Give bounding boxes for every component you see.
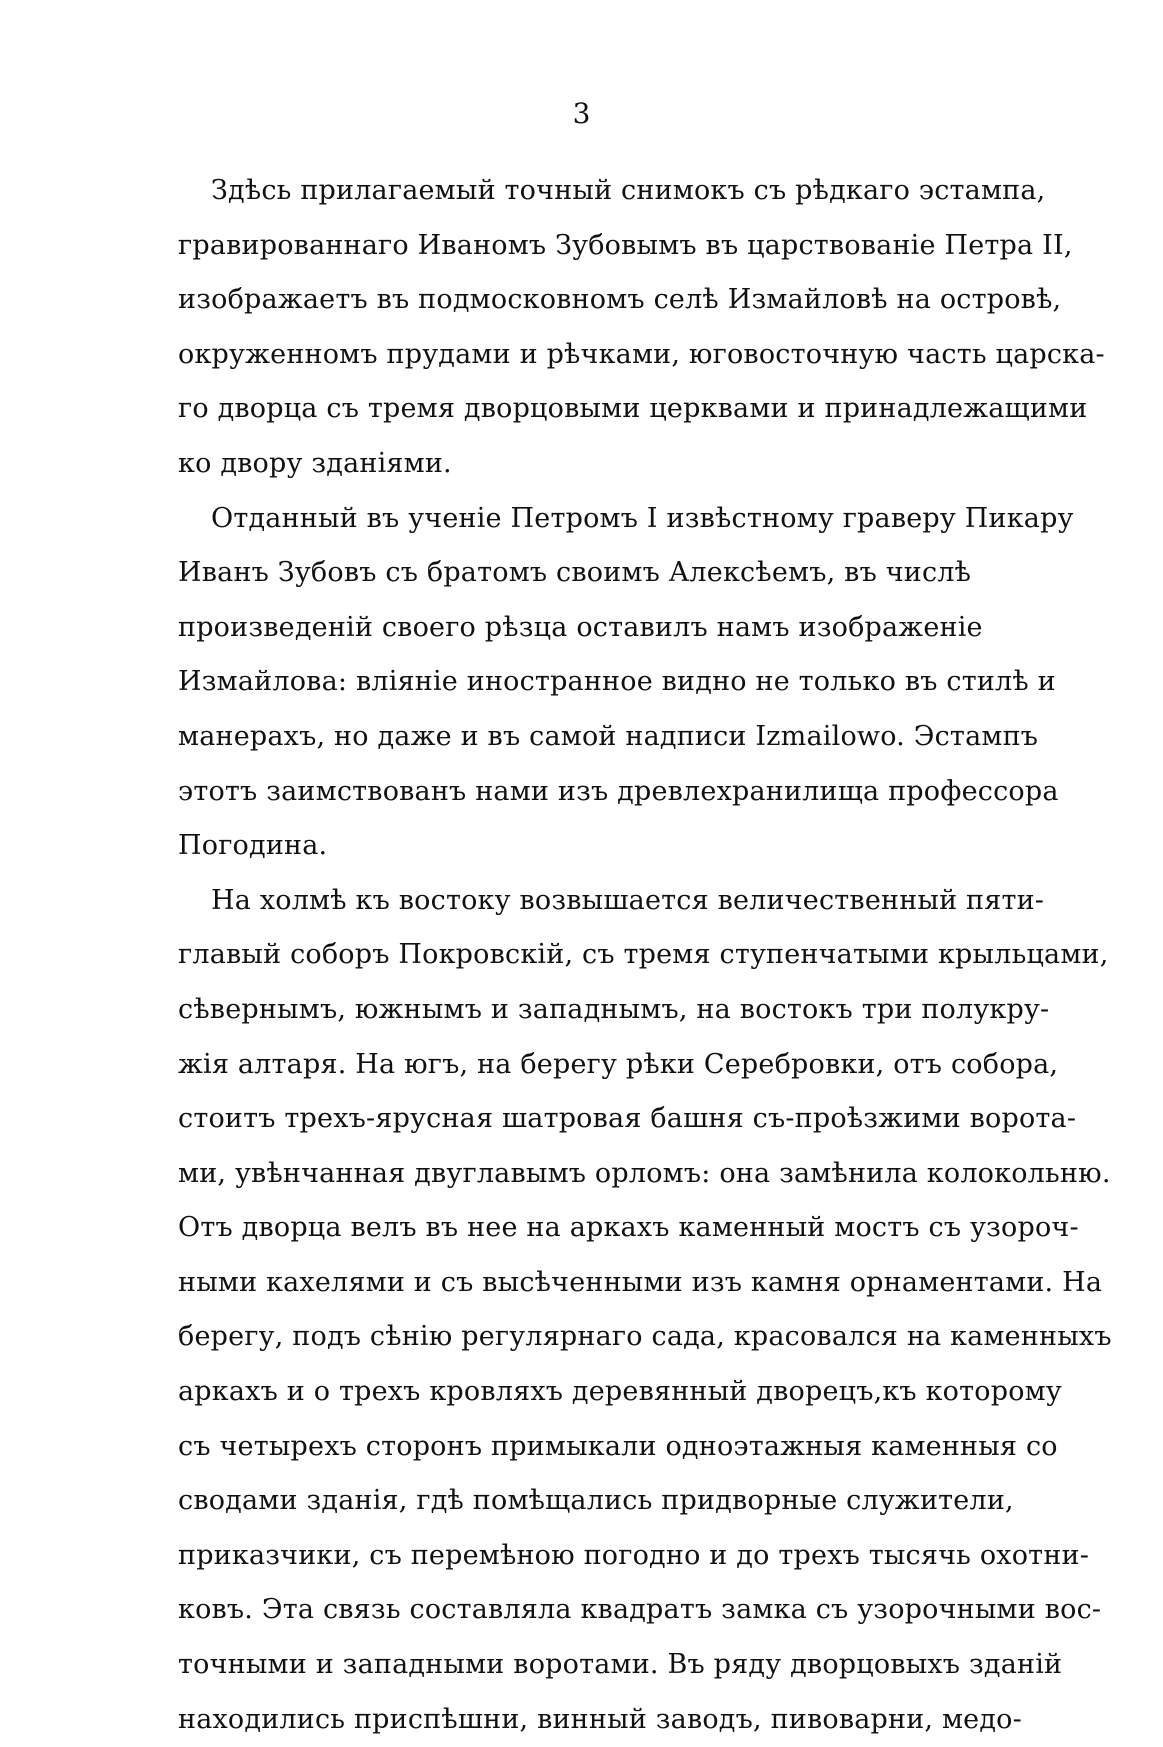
- text-line: На холмѣ къ востоку возвышается величественный пяти-: [211, 884, 1045, 916]
- paragraph-1: [178, 164, 1105, 492]
- text-line: Погодина.: [178, 830, 328, 862]
- text-line: Иванъ Зубовъ съ братомъ своимъ Алексѣемъ, въ числѣ: [178, 557, 972, 589]
- text-line: этотъ заимствованъ нами изъ древлехранилища профессора: [178, 775, 1059, 807]
- text-line: ковъ. Эта связь составляла квадратъ замка съ узорочными вос-: [178, 1594, 1102, 1626]
- text-line: произведеній своего рѣзца оставилъ намъ изображеніе: [178, 611, 983, 643]
- text-line: ными кахелями и съ высѣченными изъ камня орнаментами. На: [178, 1266, 1103, 1298]
- paragraph-3: [178, 874, 1112, 1747]
- text-line: приказчики, съ перемѣною погодно и до трехъ тысячь охотни-: [178, 1539, 1090, 1571]
- text-line: ко двору зданіями.: [178, 447, 452, 479]
- text-line: берегу, подъ сѣнію регулярнаго сада, красовался на каменныхъ: [178, 1321, 1112, 1353]
- page-number: 3: [572, 97, 591, 130]
- body-text: [178, 164, 1112, 1747]
- text-line: стоитъ трехъ-ярусная шатровая башня съ-проѣзжими ворота-: [178, 1103, 1077, 1135]
- text-line: гравированнаго Иваномъ Зубовымъ въ царствованіе Петра II,: [178, 229, 1073, 261]
- text-line: съ четырехъ сторонъ примыкали одноэтажныя каменныя со: [178, 1430, 1058, 1462]
- text-line: находились приспѣшни, винный заводъ, пивоварни, медо-: [178, 1703, 1022, 1735]
- text-line: главый соборъ Покровскій, съ тремя ступенчатыми крыльцами,: [178, 939, 1109, 971]
- text-line: окруженномъ прудами и рѣчками, юговосточную часть царска-: [178, 338, 1105, 370]
- paragraph-2: [178, 492, 1074, 874]
- text-line: Здѣсь прилагаемый точный снимокъ съ рѣдкаго эстампа,: [211, 175, 1046, 206]
- text-line: изображаетъ въ подмосковномъ селѣ Измайловѣ на островѣ,: [178, 284, 1062, 316]
- text-line: аркахъ и о трехъ кровляхъ деревянный дворецъ,къ которому: [178, 1376, 1062, 1408]
- text-line: ми, увѣнчанная двуглавымъ орломъ: она замѣнила колокольню.: [178, 1157, 1111, 1189]
- text-line: Измайлова: вліяніе иностранное видно не только въ стилѣ и: [178, 666, 1056, 698]
- text-line: сводами зданія, гдѣ помѣщались придворные служители,: [178, 1485, 1014, 1517]
- text-line: жія алтаря. На югъ, на берегу рѣки Серебровки, отъ собора,: [178, 1048, 1059, 1080]
- text-line: сѣвернымъ, южнымъ и западнымъ, на востокъ три полукру-: [178, 993, 1050, 1025]
- text-line: го дворца съ тремя дворцовыми церквами и принадлежащими: [178, 393, 1088, 425]
- text-line: Отданный въ ученіе Петромъ I извѣстному граверу Пикару: [211, 502, 1074, 534]
- text-line: манерахъ, но даже и въ самой надписи Izmailowo. Эстампъ: [178, 720, 1039, 752]
- text-line: точными и западными воротами. Въ ряду дворцовыхъ зданій: [178, 1649, 1063, 1681]
- text-line: Отъ дворца велъ въ нее на аркахъ каменный мостъ съ узороч-: [178, 1212, 1079, 1244]
